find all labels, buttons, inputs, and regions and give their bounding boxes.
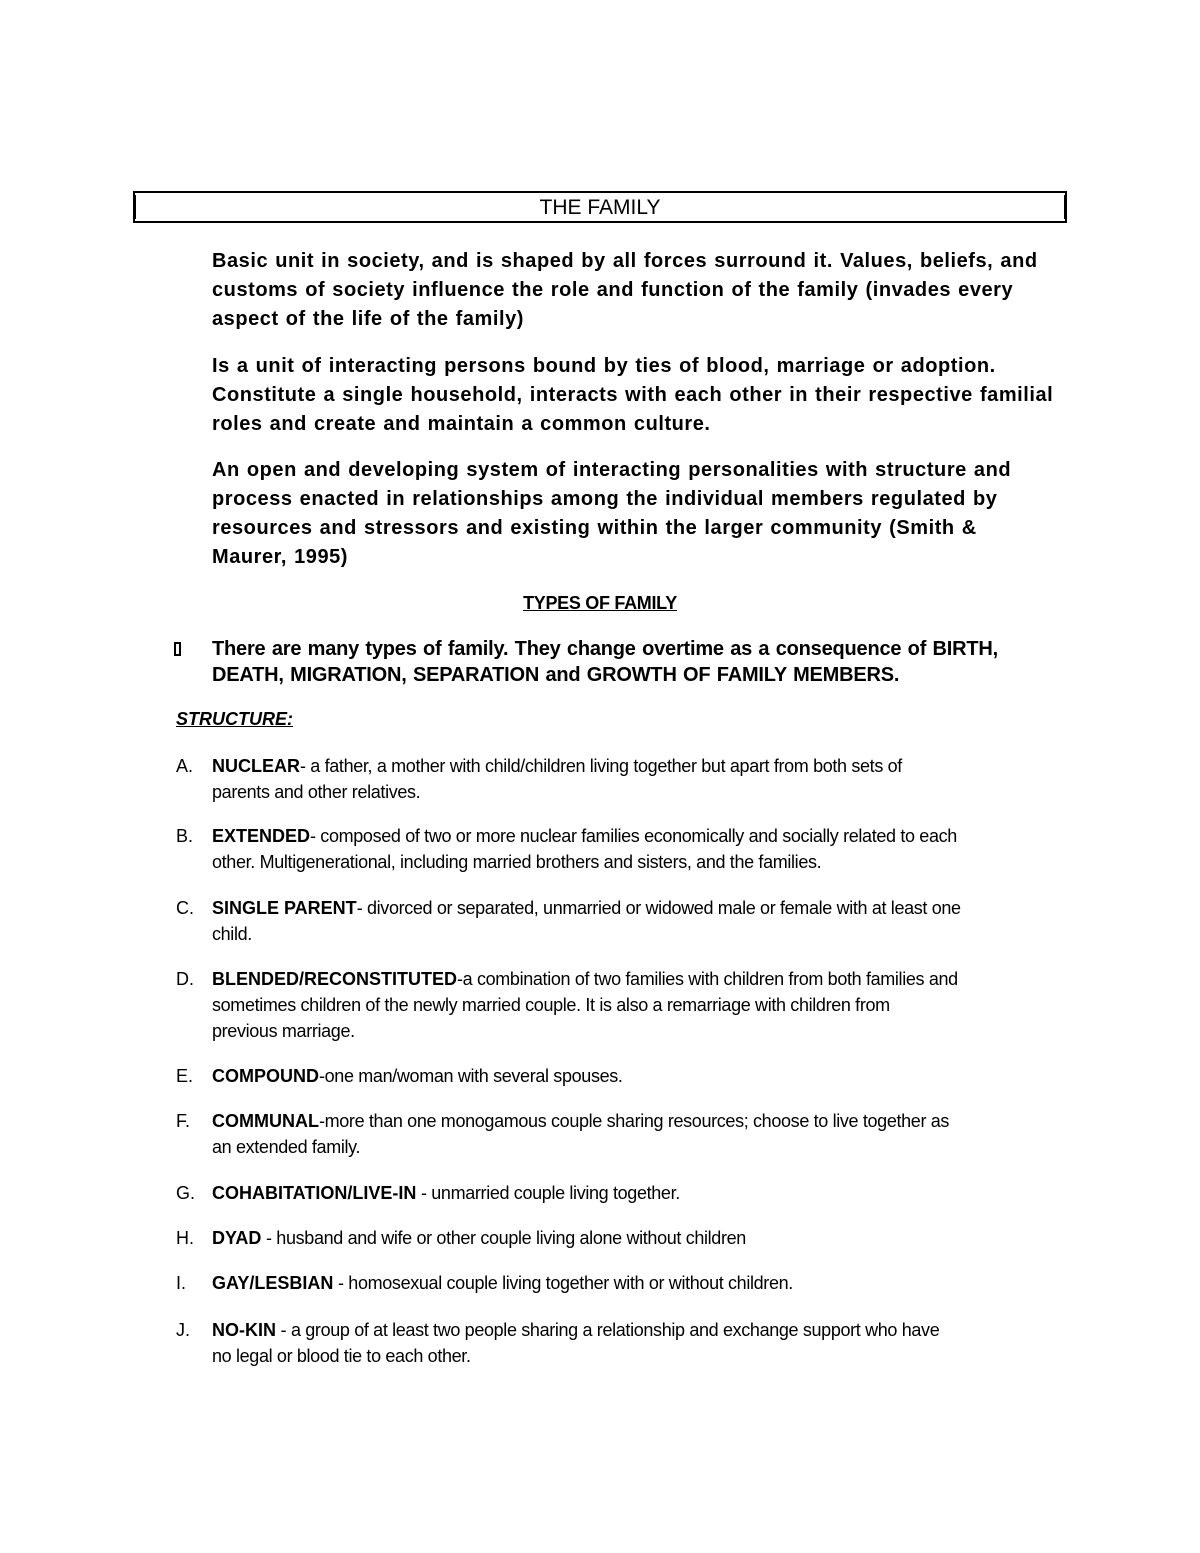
structure-description: - divorced or separated, unmarried or widowed male or female with at least one	[356, 898, 961, 918]
definition-line: process enacted in relationships among the individual members regulated by	[212, 488, 998, 510]
types-intro-line: DEATH, MIGRATION, SEPARATION and GROWTH OF FAMILY MEMBERS.	[212, 664, 900, 686]
structure-term: SINGLE PARENT	[212, 898, 357, 918]
types-intro-line: There are many types of family. They change overtime as a consequence of BIRTH,	[212, 638, 998, 660]
structure-description: -more than one monogamous couple sharing resources; choose to live together as	[318, 1111, 950, 1131]
bullet-box-icon	[174, 642, 181, 656]
structure-term: NUCLEAR	[212, 756, 300, 776]
structure-item-letter: D.	[176, 969, 194, 989]
structure-description: -one man/woman with several spouses.	[319, 1066, 623, 1086]
definition-line: roles and create and maintain a common culture.	[212, 413, 711, 435]
structure-term: EXTENDED	[212, 826, 311, 846]
structure-item-nuclear	[212, 753, 1072, 805]
structure-item-single-parent	[212, 895, 1072, 947]
definition-line: Is a unit of interacting persons bound by ties of blood, marriage or adoption.	[212, 355, 996, 377]
structure-item-letter: H.	[176, 1228, 194, 1248]
structure-description: - a group of at least two people sharing a relationship and exchange support who have	[276, 1320, 940, 1340]
structure-item-no-kin	[212, 1317, 1072, 1369]
structure-description: sometimes children of the newly married couple. It is also a remarriage with children from	[212, 995, 890, 1015]
structure-item-extended	[212, 823, 1072, 875]
definition-line: Constitute a single household, interacts with each other in their respective familial	[212, 384, 1054, 406]
types-intro-paragraph	[212, 636, 1072, 688]
structure-description: - a father, a mother with child/children living together but apart from both sets of	[300, 756, 902, 776]
structure-item-gay-lesbian	[212, 1270, 1072, 1296]
structure-description: - homosexual couple living together with or without children.	[333, 1273, 793, 1293]
structure-item-letter: C.	[176, 898, 194, 918]
structure-description: other. Multigenerational, including married brothers and sisters, and the families.	[212, 852, 822, 872]
definition-line: aspect of the life of the family)	[212, 308, 524, 330]
structure-term: NO-KIN	[212, 1320, 276, 1340]
structure-description: child.	[212, 924, 252, 944]
structure-item-letter: A.	[176, 756, 194, 776]
definition-line: Maurer, 1995)	[212, 546, 349, 568]
structure-term: COMMUNAL	[212, 1111, 319, 1131]
structure-item-letter: E.	[176, 1066, 194, 1086]
structure-description: previous marriage.	[212, 1021, 355, 1041]
definition-line: customs of society influence the role and function of the family (invades every	[212, 279, 1014, 301]
structure-item-letter: I.	[176, 1273, 187, 1293]
definition-paragraph	[212, 247, 1072, 334]
structure-item-letter: F.	[176, 1111, 191, 1131]
structure-description: -a combination of two families with children from both families and	[457, 969, 958, 989]
structure-term: COMPOUND	[212, 1066, 319, 1086]
structure-heading: STRUCTURE:	[176, 709, 293, 729]
definition-line: Basic unit in society, and is shaped by all forces surround it. Values, beliefs, and	[212, 250, 1038, 272]
definition-line: resources and stressors and existing within the larger community (Smith &	[212, 517, 977, 539]
structure-term: GAY/LESBIAN	[212, 1273, 334, 1293]
definition-line: An open and developing system of interacting personalities with structure and	[212, 459, 1012, 481]
structure-item-blended	[212, 966, 1072, 1044]
structure-description: an extended family.	[212, 1137, 361, 1157]
structure-item-letter: G.	[176, 1183, 196, 1203]
structure-item-cohabitation	[212, 1180, 1072, 1206]
definition-paragraph	[212, 352, 1072, 439]
structure-description: - husband and wife or other couple living alone without children	[261, 1228, 746, 1248]
structure-item-communal	[212, 1108, 1072, 1160]
structure-description: - unmarried couple living together.	[416, 1183, 680, 1203]
structure-item-dyad	[212, 1225, 1072, 1251]
types-of-family-heading: TYPES OF FAMILY	[523, 593, 677, 613]
definition-paragraph	[212, 456, 1072, 572]
structure-description: parents and other relatives.	[212, 782, 421, 802]
structure-term: DYAD	[212, 1228, 262, 1248]
page-title: THE FAMILY	[133, 191, 1067, 223]
structure-item-letter: J.	[176, 1320, 191, 1340]
structure-description: no legal or blood tie to each other.	[212, 1346, 471, 1366]
structure-item-letter: B.	[176, 826, 194, 846]
structure-item-compound	[212, 1063, 1072, 1089]
structure-term: COHABITATION/LIVE-IN	[212, 1183, 417, 1203]
structure-term: BLENDED/RECONSTITUTED	[212, 969, 458, 989]
structure-description: - composed of two or more nuclear families economically and socially related to each	[310, 826, 957, 846]
